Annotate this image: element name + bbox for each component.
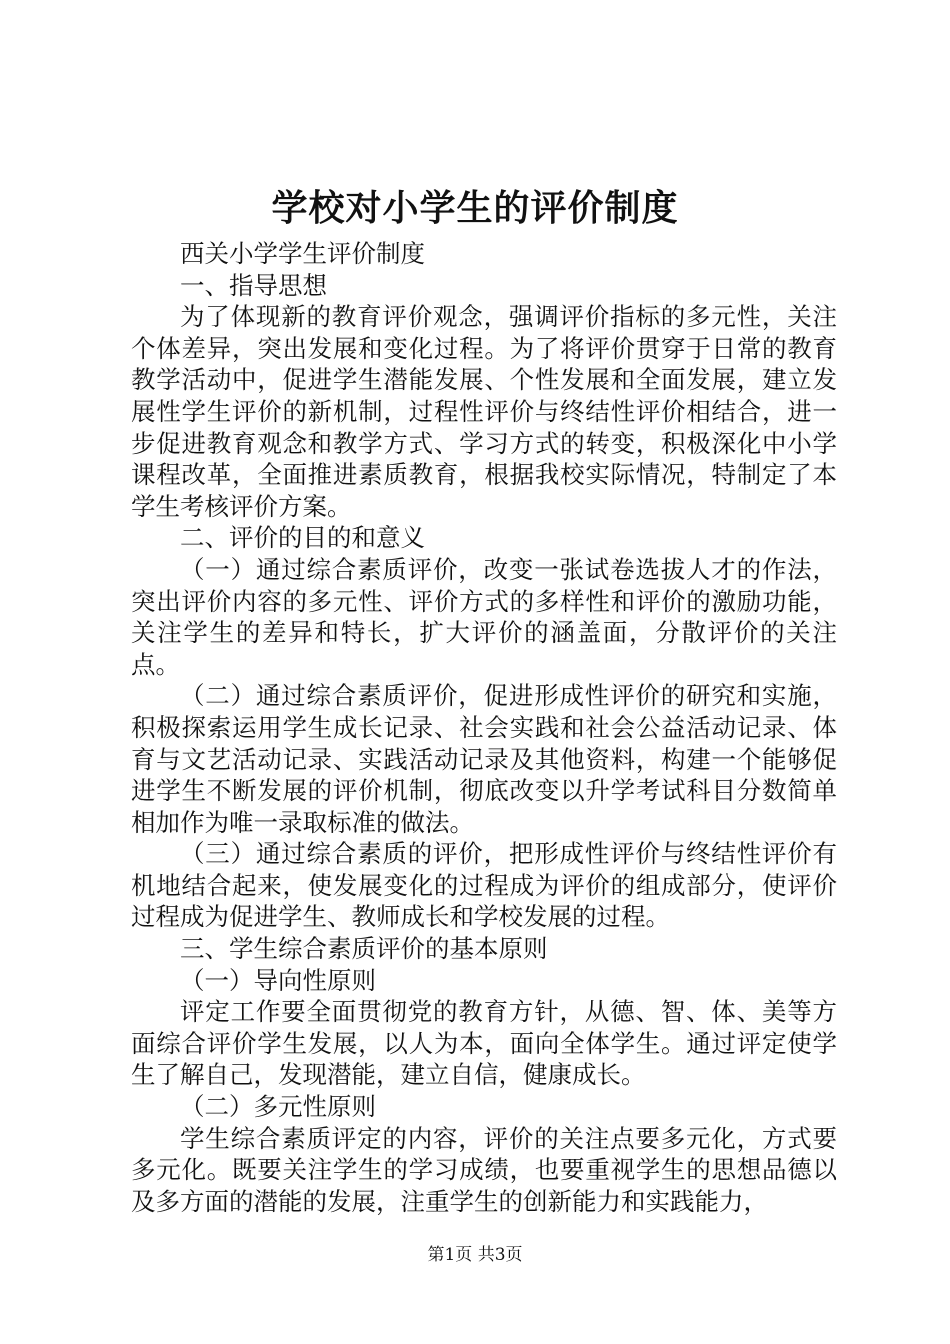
page-footer: 第1页 共3页	[427, 1245, 523, 1265]
paragraph-guiding-thought: 为了体现新的教育评价观念，强调评价指标的多元性，关注个体差异，突出发展和变化过程。为了将评价贯穿于日常的教育教学活动中，促进学生潜能发展、个性发展和全面发展，建立发展性学生评价的新机制，过程性评价与终结性评价相结合，进一步促进教育观念和教学方式、学习方式的转变，积极深化中小学课程改革，全面推进素质教育，根据我校实际情况，特制定了本学生考核评价方案。	[131, 302, 837, 521]
paragraph-purpose-3: （三）通过综合素质的评价，把形成性评价与终结性评价有机地结合起来，使发展变化的过程成为评价的组成部分，使评价过程成为促进学生、教师成长和学校发展的过程。	[131, 839, 837, 932]
paragraph-principle-guidance: 评定工作要全面贯彻党的教育方针，从德、智、体、美等方面综合评价学生发展，以人为本，面向全体学生。通过评定使学生了解自己，发现潜能，建立自信，健康成长。	[131, 997, 837, 1090]
paragraph-school-name: 西关小学学生评价制度	[180, 239, 425, 268]
paragraph-purpose-1: （一）通过综合素质评价，改变一张试卷选拔人才的作法，突出评价内容的多元性、评价方式的多样性和评价的激励功能，关注学生的差异和特长，扩大评价的涵盖面，分散评价的关注点。	[131, 554, 837, 679]
heading-principle-diversity: （二）多元性原则	[180, 1092, 376, 1122]
heading-purpose: 二、评价的目的和意义	[180, 523, 425, 553]
document-title: 学校对小学生的评价制度	[271, 187, 679, 229]
paragraph-principle-diversity: 学生综合素质评定的内容，评价的关注点要多元化，方式要多元化。既要关注学生的学习成绩，也要重视学生的思想品德以及多方面的潜能的发展，注重学生的创新能力和实践能力，	[131, 1123, 837, 1216]
heading-principle-guidance: （一）导向性原则	[180, 965, 376, 995]
heading-principles: 三、学生综合素质评价的基本原则	[180, 934, 548, 964]
document-body	[131, 238, 837, 1217]
heading-guiding-thought: 一、指导思想	[180, 270, 327, 300]
paragraph-purpose-2: （二）通过综合素质评价，促进形成性评价的研究和实施，积极探索运用学生成长记录、社会实践和社会公益活动记录、体育与文艺活动记录、实践活动记录及其他资料，构建一个能够促进学生不断发展的评价机制，彻底改变以升学考试科目分数简单相加作为唯一录取标准的做法。	[131, 681, 837, 837]
